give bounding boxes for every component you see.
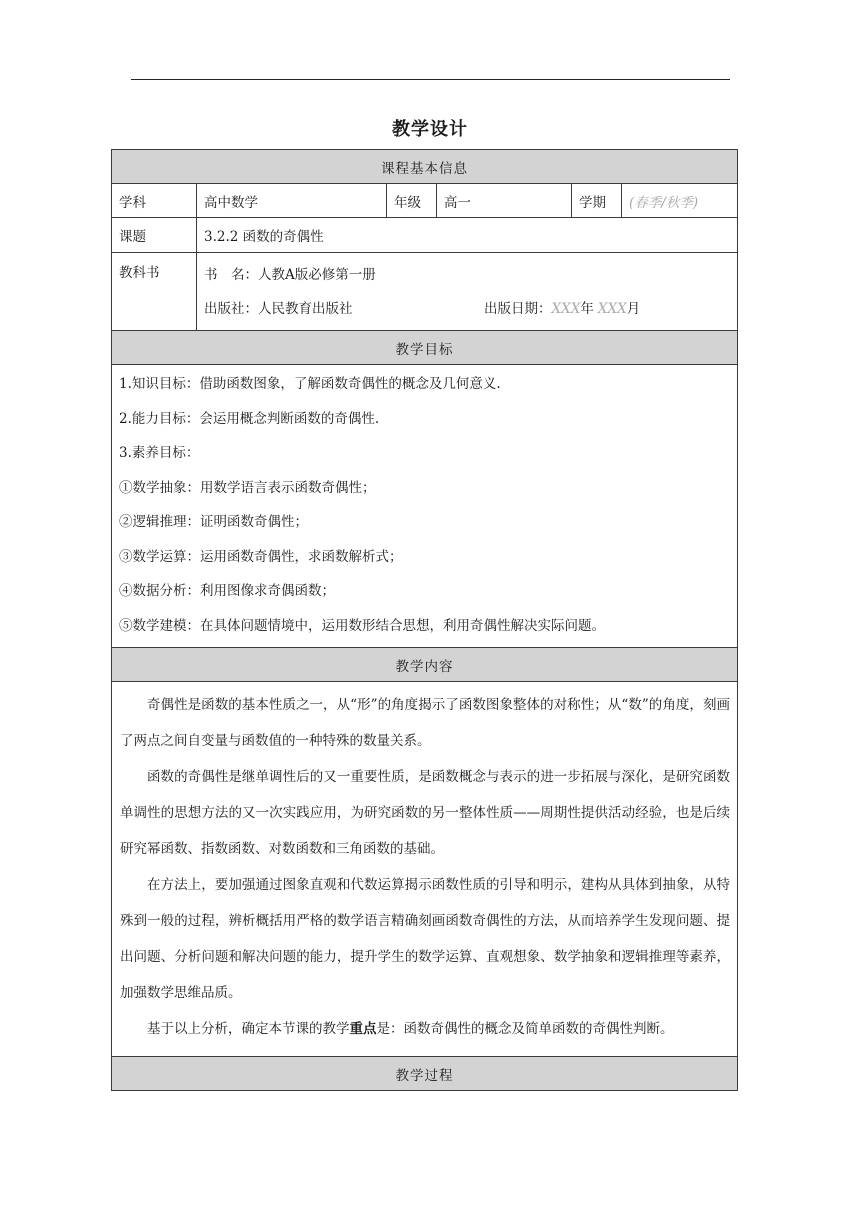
content-paragraph: 在方法上，要加强通过图象直观和代数运算揭示函数性质的引导和明示，建构从具体到抽象，从特殊到一般的过程，辨析概括用严格的数学语言精确刻画函数奇偶性的方法，从而培养学生发现问题、提出问题、分析问题和解决问题的能力，提升学生的数学运算、直观想象、数学抽象和逻辑推理等素养，加强数学思维品质。	[120, 877, 730, 1001]
term-value: (春季/秋季)	[622, 184, 738, 218]
publisher-value: 人民教育出版社	[258, 300, 353, 317]
textbook-label: 教科书	[112, 253, 197, 331]
publisher-group	[204, 292, 484, 326]
book-name-line	[204, 258, 737, 292]
key-point-emphasis: 重点	[349, 1021, 377, 1037]
content-body	[112, 682, 738, 1057]
key-point-prefix: 基于以上分析，确定本节课的教学	[147, 1021, 350, 1037]
goal-item: ⑤数学建模：在具体问题情境中，运用数形结合思想，利用奇偶性解决实际问题。	[119, 617, 605, 634]
subject-label: 学科	[112, 184, 197, 218]
key-point-paragraph	[120, 1011, 730, 1047]
goal-item: 2.能力目标：会运用概念判断函数的奇偶性.	[119, 410, 380, 427]
goal-item: 3.素养目标：	[119, 445, 200, 461]
term-label: 学期	[572, 184, 622, 218]
course-info-heading: 课程基本信息	[112, 150, 738, 184]
goal-item: ②逻辑推理：证明函数奇偶性；	[119, 514, 308, 530]
textbook-info	[197, 253, 738, 331]
book-name-value: 人教A版必修第一册	[258, 266, 376, 283]
subject-value: 高中数学	[197, 184, 387, 218]
publisher-line	[204, 292, 737, 326]
lesson-design-table	[111, 149, 738, 1091]
topic-label: 课题	[112, 218, 197, 253]
header-rule	[131, 79, 730, 80]
goals-list	[112, 365, 738, 648]
publisher-label: 出版社：	[204, 300, 258, 317]
content-heading: 教学内容	[112, 648, 738, 682]
goal-item: ④数据分析：利用图像求奇偶函数；	[119, 583, 335, 599]
document-title: 教学设计	[392, 119, 468, 140]
goal-item: ①数学抽象：用数学语言表示函数奇偶性；	[119, 479, 376, 496]
pub-month-unit: 月	[626, 300, 641, 317]
goal-item: ③数学运算：运用函数奇偶性，求函数解析式；	[119, 548, 403, 565]
pub-year-placeholder: XXX	[551, 300, 581, 317]
book-name-label: 书 名：	[204, 266, 258, 283]
grade-label: 年级	[387, 184, 437, 218]
pub-month-placeholder: XXX	[597, 300, 627, 317]
key-point-suffix: 是：函数奇偶性的概念及简单函数的奇偶性判断。	[376, 1021, 674, 1037]
process-heading: 教学过程	[112, 1057, 738, 1091]
goals-heading: 教学目标	[112, 331, 738, 365]
grade-value: 高一	[437, 184, 572, 218]
pub-year-unit: 年	[580, 300, 594, 317]
goal-item: 1.知识目标：借助函数图象，了解函数奇偶性的概念及几何意义.	[119, 376, 501, 392]
content-paragraph: 奇偶性是函数的基本性质之一，从“形”的角度揭示了函数图象整体的对称性；从“数”的角度，刻画了两点之间自变量与函数值的一种特殊的数量关系。	[120, 697, 730, 749]
content-paragraph: 函数的奇偶性是继单调性后的又一重要性质，是函数概念与表示的进一步拓展与深化，是研究函数单调性的思想方法的又一次实践应用，为研究函数的另一整体性质——周期性提供活动经验，也是后续研究幂函数、指数函数、对数函数和三角函数的基础。	[120, 769, 730, 857]
topic-value: 3.2.2 函数的奇偶性	[197, 218, 738, 253]
pub-date-label: 出版日期：	[484, 300, 552, 317]
